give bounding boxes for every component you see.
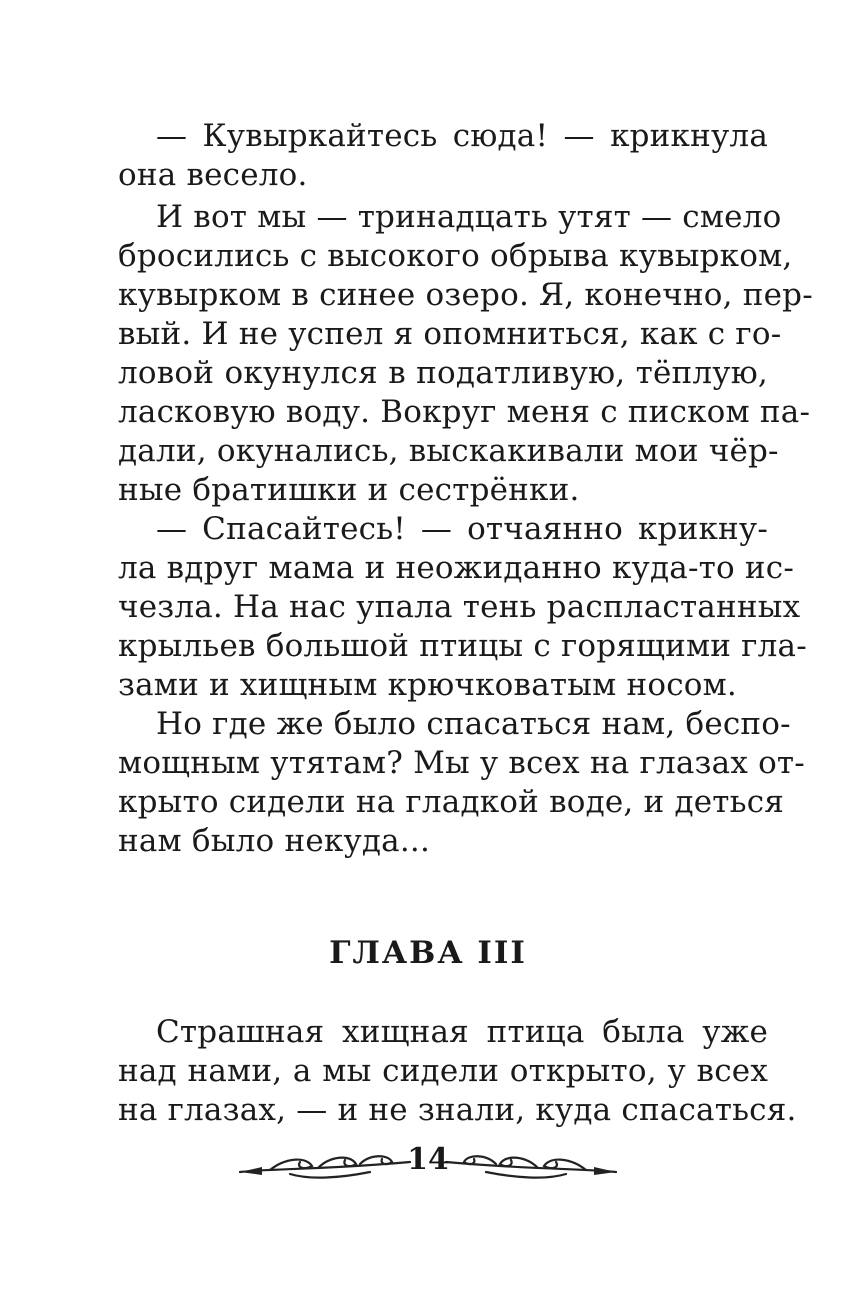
text-line: зами и хищным крючковатым носом. bbox=[118, 667, 737, 703]
text-line: дали, окунались, выскакивали мои чёр- bbox=[118, 433, 779, 469]
text-line: Но где же было спасаться нам, беспо- bbox=[156, 706, 791, 742]
text-line: мощным утятам? Мы у всех на глазах от- bbox=[118, 745, 805, 781]
page-number: 14 bbox=[407, 1142, 449, 1177]
text-line: — Спасайтесь! — отчаянно крикну- bbox=[156, 511, 768, 547]
text-line: бросились с высокого обрыва кувырком, bbox=[118, 238, 793, 274]
text-block-top bbox=[118, 117, 813, 861]
text-line: крыто сидели на гладкой воде, и деться bbox=[118, 784, 785, 820]
text-line: И вот мы — тринадцать утят — смело bbox=[156, 199, 782, 235]
text-line: над нами, а мы сидели открыто, у всех bbox=[118, 1053, 768, 1089]
text-line: она весело. bbox=[118, 157, 308, 193]
text-line: ловой окунулся в податливую, тёплую, bbox=[118, 355, 768, 391]
text-line: крыльев большой птицы с горящими гла- bbox=[118, 628, 807, 664]
text-line: ные братишки и сестрёнки. bbox=[118, 472, 580, 508]
text-line: на глазах, — и не знали, куда спасаться. bbox=[118, 1092, 797, 1128]
text-line: ласковую воду. Вокруг меня с писком па- bbox=[118, 394, 811, 430]
text-line: — Кувыркайтесь сюда! — крикнула bbox=[156, 118, 768, 154]
text-block-bottom bbox=[118, 1013, 797, 1130]
chapter-title: ГЛАВА III bbox=[329, 935, 527, 971]
text-line: ла вдруг мама и неожиданно куда-то ис- bbox=[118, 550, 794, 586]
text-line: чезла. На нас упала тень распластанных bbox=[118, 589, 801, 625]
text-line: кувырком в синее озеро. Я, конечно, пер- bbox=[118, 277, 813, 313]
text-line: Страшная хищная птица была уже bbox=[156, 1014, 768, 1050]
text-line: нам было некуда... bbox=[118, 823, 431, 859]
text-line: вый. И не успел я опомниться, как с го- bbox=[118, 316, 782, 352]
